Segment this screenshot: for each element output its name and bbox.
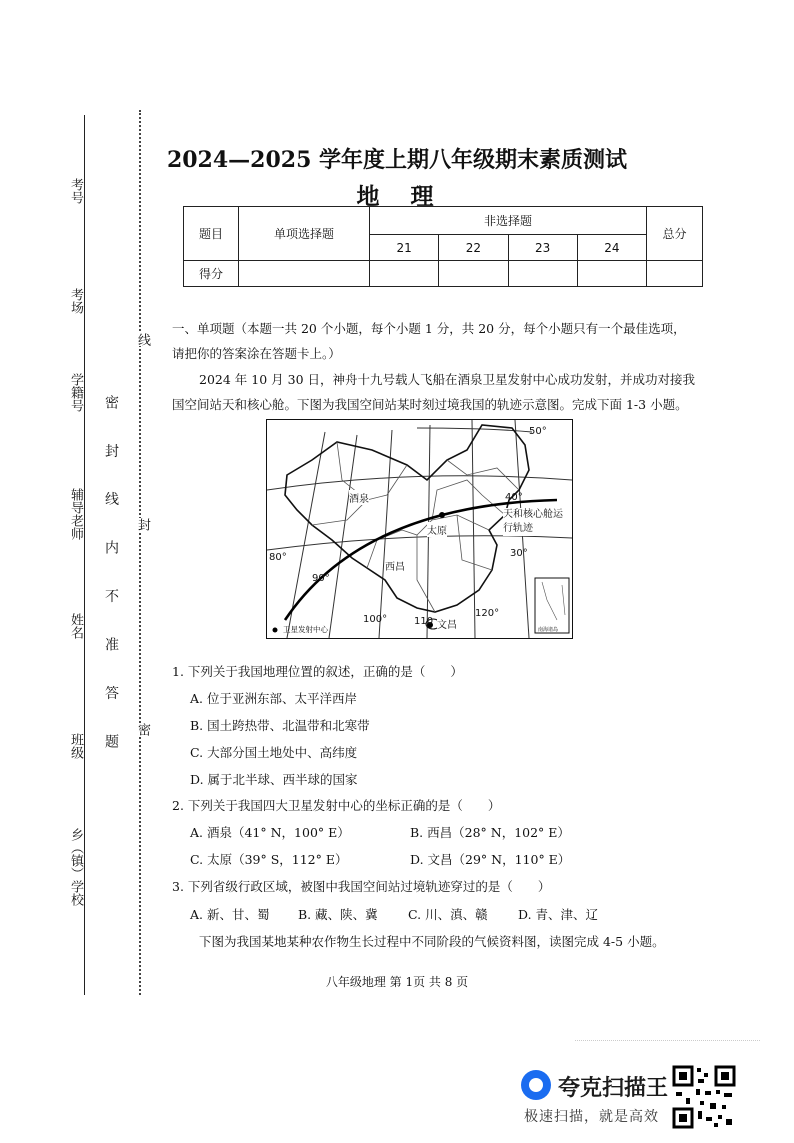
passage-line2: 国空间站天和核心舱。下图为我国空间站某时刻过境我国的轨迹示意图。完成下面 1-3 小题。	[172, 397, 688, 412]
q2-option-a[interactable]: A. 酒泉（41° N，100° E）	[190, 825, 350, 840]
scanner-brand: 夸克扫描王	[558, 1076, 669, 1101]
label-name: 姓名	[68, 613, 83, 639]
passage-line1: 2024 年 10 月 30 日，神舟十九号载人飞船在酒泉卫星发射中心成功发射，并成功对接我	[199, 372, 695, 387]
section-intro-line1: 一、单项题（本题一共 20 个小题，每个小题 1 分，共 20 分，每个小题只有一个最佳选项，	[172, 321, 686, 336]
q1-option-a[interactable]: A. 位于亚洲东部、太平洋西岸	[190, 691, 357, 706]
seal-mark-xian: 线	[135, 333, 150, 346]
score-single-header: 单项选择题	[239, 207, 370, 261]
label-tutor: 辅导老师	[68, 488, 83, 540]
score-cell[interactable]	[508, 261, 577, 287]
score-item-header: 题目	[184, 207, 239, 261]
orbit-label: 天和核心舱运行轨迹	[503, 509, 563, 534]
label-student-id: 学籍号	[68, 373, 83, 412]
score-cell[interactable]	[439, 261, 508, 287]
q2-option-d[interactable]: D. 文昌（29° N，110° E）	[410, 852, 571, 867]
score-cell[interactable]	[239, 261, 370, 287]
page-footer: 八年级地理 第 1页 共 8 页	[325, 975, 469, 989]
lon-110: 110	[414, 616, 434, 627]
q2-option-b[interactable]: B. 西昌（28° N，102° E）	[410, 825, 570, 840]
q1-option-c[interactable]: C. 大部分国土地处中、高纬度	[190, 745, 358, 760]
quark-logo-icon	[521, 1070, 551, 1100]
lat-30: 30°	[510, 548, 528, 559]
q3-stem: 3. 下列省级行政区域，被图中我国空间站过境轨迹穿过的是（ ）	[172, 879, 551, 894]
place-xichang: 西昌	[385, 558, 405, 573]
score-col-24: 24	[577, 235, 646, 261]
score-row-label: 得分	[184, 261, 239, 287]
label-class: 班级	[68, 733, 83, 759]
scanner-slogan: 极速扫描，就是高效	[524, 1109, 659, 1125]
parallel	[267, 476, 572, 490]
q3-option-c[interactable]: C. 川、滇、赣	[408, 907, 488, 922]
exam-title: 2024—2025 学年度上期八年级期末素质测试	[166, 147, 628, 173]
province-border	[447, 460, 519, 490]
section-intro-line2: 请把你的答案涂在答题卡上。）	[172, 346, 341, 361]
q3-option-d[interactable]: D. 青、津、辽	[518, 907, 599, 922]
label-exam-room: 考场	[68, 288, 83, 314]
seal-mark-mi: 密	[135, 723, 150, 736]
seal-dotted-line	[139, 110, 141, 995]
scan-faint-line	[575, 1040, 760, 1041]
seal-warning: 密 封 线 内 不 准 答 题	[103, 395, 119, 764]
q2-option-c[interactable]: C. 太原（39° S，112° E）	[190, 852, 348, 867]
subject-title: 地 理	[356, 183, 438, 210]
lon-100: 100°	[363, 614, 388, 625]
score-table	[183, 206, 703, 287]
lat-50: 50°	[529, 426, 547, 437]
q1-option-d[interactable]: D. 属于北半球、西半球的国家	[190, 772, 358, 787]
q3-option-a[interactable]: A. 新、甘、蜀	[190, 907, 270, 922]
place-wenchang: 文昌	[437, 616, 457, 631]
score-col-22: 22	[439, 235, 508, 261]
lon-90: 90°	[312, 573, 330, 584]
q3-option-b[interactable]: B. 藏、陕、冀	[298, 907, 378, 922]
label-exam-no: 考号	[68, 178, 83, 204]
orbit-map	[266, 419, 573, 639]
place-jiuquan: 酒泉	[349, 490, 369, 505]
label-school: 乡（镇）学校	[68, 828, 83, 906]
legend-dot	[273, 628, 278, 633]
q1-option-b[interactable]: B. 国土跨热带、北温带和北寒带	[190, 718, 370, 733]
meridian	[329, 435, 357, 638]
lat-40: 40°	[505, 492, 523, 503]
score-total-header: 总分	[647, 207, 703, 261]
lon-80: 80°	[269, 552, 287, 563]
province-border	[417, 535, 435, 612]
meridian	[472, 420, 475, 638]
score-col-21: 21	[370, 235, 439, 261]
score-nonchoice-header: 非选择题	[370, 207, 647, 235]
taiyuan-dot	[439, 512, 445, 518]
legend-text: 卫星发射中心	[283, 625, 328, 634]
inset-label: 南海诸岛	[538, 627, 559, 633]
score-cell[interactable]	[577, 261, 646, 287]
seal-mark-feng: 封	[135, 518, 150, 531]
lon-120: 120°	[475, 608, 500, 619]
q2-stem: 2. 下列关于我国四大卫星发射中心的坐标正确的是（ ）	[172, 798, 501, 813]
place-taiyuan: 太原	[427, 522, 447, 537]
score-col-23: 23	[508, 235, 577, 261]
next-passage: 下图为我国某地某种农作物生长过程中不同阶段的气候资料图，读图完成 4-5 小题。	[199, 934, 665, 949]
score-cell[interactable]	[370, 261, 439, 287]
qr-code-icon	[672, 1065, 736, 1129]
q1-stem: 1. 下列关于我国地理位置的叙述，正确的是（ ）	[172, 664, 463, 679]
score-cell[interactable]	[647, 261, 703, 287]
